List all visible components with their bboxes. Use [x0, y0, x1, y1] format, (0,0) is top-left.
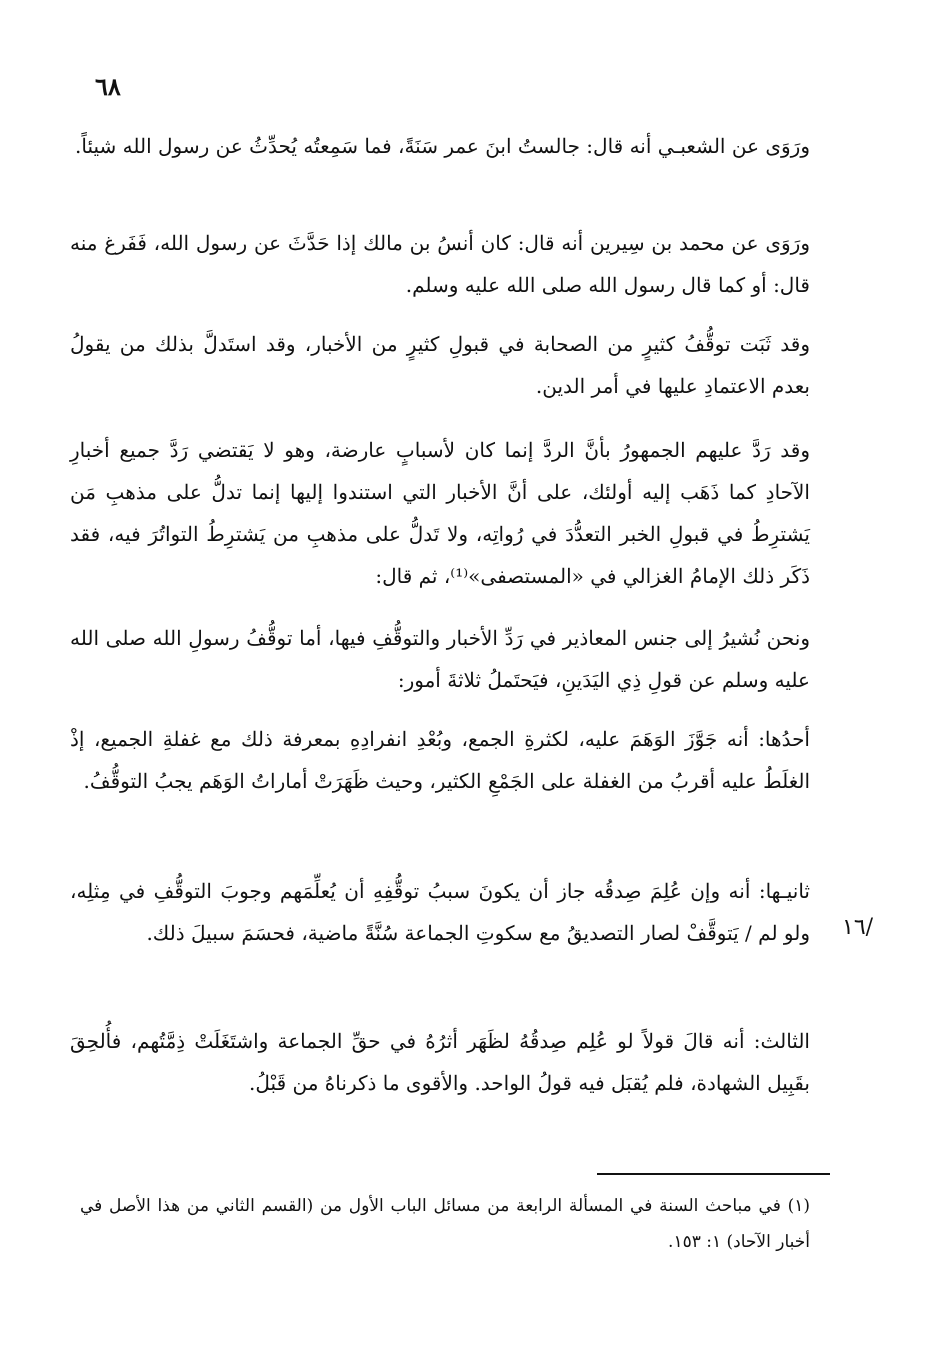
paragraph-2: ورَوَى عن محمد بن سِيرين أنه قال: كان أنسُ بن مالك إذا حَدَّثَ عن رسول الله، فَفَرغ منه قال: أو كما قال رسول الله صلى الله عليه وسلم. — [70, 231, 810, 297]
paragraph-8: الثالث: أنه قالَ قولاً لو عُلِم صِدقُهُ لظَهَر أثرُهُ في حقِّ الجماعة واشتَغَلَتْ ذِمَّتُهم، فأُلحِقَ بقَبِيل الشهادة، فلم يُقبَل فيه قولُ الواحد. والأقوى ما ذكرناهُ من قَبْلُ. — [70, 1029, 810, 1095]
footnote-divider — [597, 1173, 830, 1175]
margin-page-marker: /١٦ — [842, 915, 874, 940]
paragraph-6: أحدُها: أنه جَوَّزَ الوَهَمَ عليه، لكثرةِ الجمع، وبُعْدِ انفرادِهِ بمعرفة ذلك مع غفلةِ الجميع، إذْ الغلَطُ عليه أقربُ من الغفلة على الجَمْعِ الكثير، وحيث ظَهَرَتْ أماراتُ الوَهَم يجبُ التوقُّفُ. — [70, 727, 810, 793]
paragraph-1: ورَوَى عن الشعبـي أنه قال: جالستُ ابنَ عمر سَنَةً، فما سَمِعتُه يُحدِّثُ عن رسول الله شيئاً. — [75, 134, 810, 158]
paragraph-4: وقد رَدَّ عليهم الجمهورُ بأنَّ الردَّ إنما كان لأسبابٍ عارضة، وهو لا يَقتضي رَدَّ جميع أخبارِ الآحادِ كما ذَهَب إليه أولئك، على أنَّ الأخبار التي استندوا إليها إنما تدلُّ على مذهبِ مَن يَشترِطُ في قبولِ الخبر التعدُّدَ في رُواتِه، ولا تَدلُّ على مذهبِ من يَشترِطُ التواتُرَ فيه، فقد ذَكَر ذلك الإمامُ الغزالي في «المستصفى»⁽¹⁾، ثم قال: — [70, 438, 810, 588]
paragraph-3: وقد ثَبَت توقُّفُ كثيرٍ من الصحابة في قبولِ كثيرٍ من الأخبار، وقد استَدلَّ بذلك من يقولُ بعدم الاعتمادِ عليها في أمر الدين. — [70, 332, 810, 398]
page-number: ٦٨ — [95, 72, 121, 101]
paragraph-7: ثانيـها: أنه وإن عُلِمَ صِدقُه جاز أن يكونَ سببُ توقُّفِهِ أن يُعلِّمَهم وجوبَ التوقُّفِ في مِثلِه، ولو لم / يَتوقَّفْ لصار التصديقُ مع سكوتِ الجماعة سُنَّةً ماضية، فحسَمَ سبيلَ ذلك. — [70, 879, 810, 945]
footnote: (١) في مباحث السنة في المسألة الرابعة من مسائل الباب الأول من (القسم الثاني من هذا الأصل في أخبار الآحاد) ١: ١٥٣. — [80, 1196, 810, 1252]
paragraph-5: ونحن نُشيرُ إلى جنس المعاذير في رَدِّ الأخبار والتوقُّفِ فيها، أما توقُّفُ رسولِ الله صلى الله عليه وسلم عن قولِ ذِي اليَدَينِ، فيَحتَملُ ثلاثةَ أمور: — [70, 626, 810, 692]
